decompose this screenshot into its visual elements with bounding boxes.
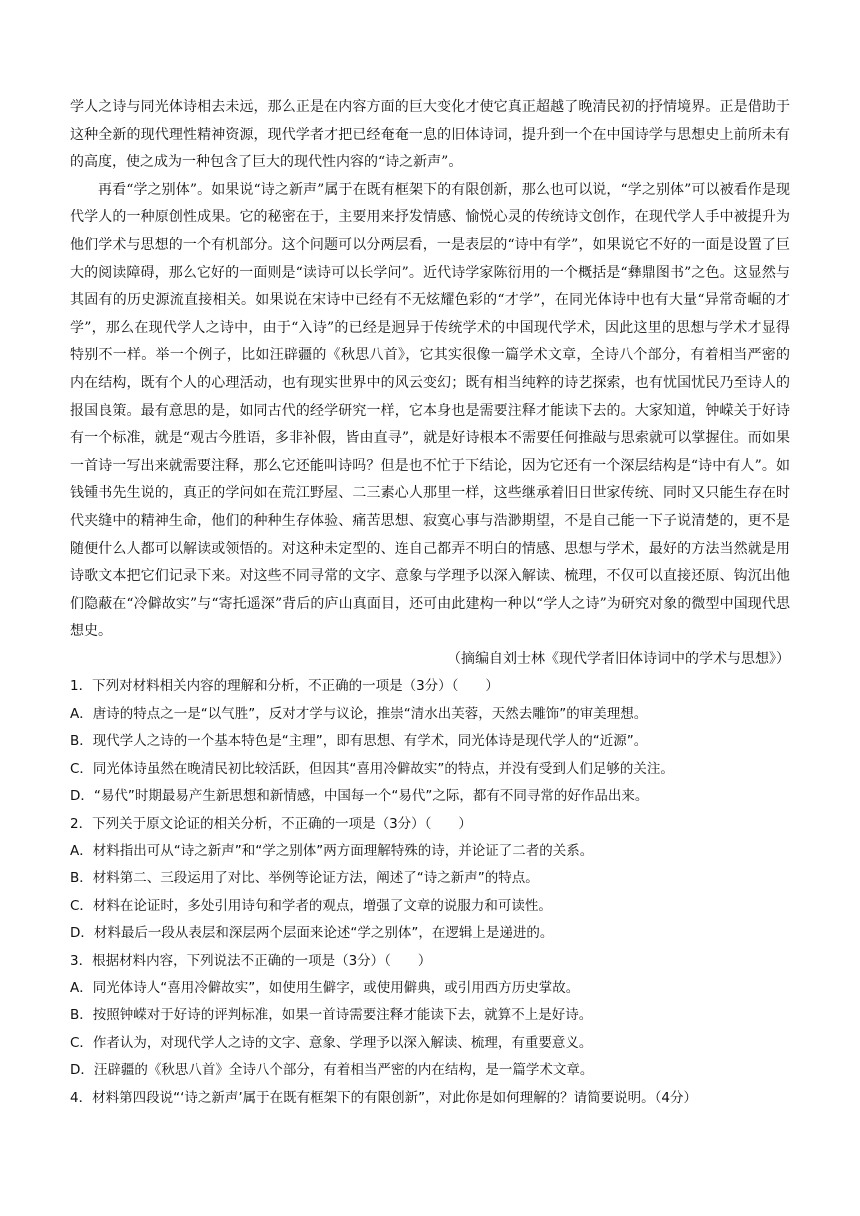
option-d: D．汪辟疆的《秋思八首》全诗八个部分，有着相当严密的内在结构，是一篇学术文章。 <box>70 1062 594 1079</box>
option-b: B．现代学人之诗的一个基本特色是“主理”，即有思想、有学术，同光体诗是现代学人的“近源”。 <box>70 733 648 750</box>
passage-paragraph-1: 学人之诗与同光体诗相去未远，那么正是在内容方面的巨大变化才使它真正超越了晚清民初的抒情境界。正是借助于这种全新的现代理性精神资源，现代学者才把已经奄奄一息的旧体诗词，提升到一个在中国诗学与思想史上前所未有的高度，使之成为一种包含了巨大的现代性内容的“诗之新声”。 <box>70 99 790 171</box>
question-1 <box>70 673 790 810</box>
passage-paragraph-2: 再看“学之别体”。如果说“诗之新声”属于在既有框架下的有限创新，那么也可以说，“学之别体”可以被看作是现代学人的一种原创性成果。它的秘密在于，主要用来抒发情感、愉悦心灵的传统诗文创作，在现代学人手中被提升为他们学术与思想的一个有机部分。这个问题可以分两层看，一是表层的“诗中有学”，如果说它不好的一面是设置了巨大的阅读障碍，那么它好的一面则是“读诗可以长学问”。近代诗学家陈衍用的一个概括是“彝鼎图书”之色。这显然与其固有的历史源流直接相关。如果说在宋诗中已经有不无炫耀色彩的“才学”，在同光体诗中也有大量“异常奇崛的才学”，那么在现代学人之诗中，由于“入诗”的已经是迥异于传统学术的中国现代学术，因此这里的思想与学术才显得特别不一样。举一个例子，比如汪辟疆的《秋思八首》，它其实很像一篇学术文章，全诗八个部分，有着相当严密的内在结构，既有个人的心理活动，也有现实世界中的风云变幻；既有相当纯粹的诗艺探索，也有忧国忧民乃至诗人的报国良策。最有意思的是，如同古代的经学研究一样，它本身也是需要注释才能读下去的。大家知道，钟嵘关于好诗有一个标准，就是“观古今胜语，多非补假，皆由直寻”，就是好诗根本不需要任何推敲与思索就可以掌握住。而如果一首诗一写出来就需要注释，那么它还能叫诗吗？但是也不忙于下结论，因为它还有一个深层结构是“诗中有人”。如钱锺书先生说的，真正的学问如在荒江野屋、二三素心人那里一样，这些继承着旧日世家传统、同时又只能生存在时代夹缝中的精神生命，他们的种种生存体验、痛苦思想、寂寞心事与浩渺期望，不是自己能一下子说清楚的，更不是随便什么人都可以解读或领悟的。对这种未定型的、连自己都弄不明白的情感、思想与学术，最好的方法当然就是用诗歌文本把它们记录下来。对这些不同寻常的文字、意象与学理予以深入解读、梳理，不仅可以直接还原、钩沉出他们隐蔽在“冷僻故实”与“寄托遥深”背后的庐山真面目，还可由此建构一种以“学人之诗”为研究对象的微型中国现代思想史。 <box>70 181 790 640</box>
option-b: B．材料第二、三段运用了对比、举例等论证方法，阐述了“诗之新声”的特点。 <box>70 870 539 887</box>
option-c: C．作者认为，对现代学人之诗的文字、意象、学理予以深入解读、梳理，有重要意义。 <box>70 1034 593 1051</box>
option-d: D．材料最后一段从表层和深层两个层面来论述“学之别体”，在逻辑上是递进的。 <box>70 925 554 942</box>
question-4 <box>70 1085 790 1112</box>
question-stem: 4．材料第四段说“‘诗之新声’属于在既有框架下的有限创新”，对此你是如何理解的？请简要说明。（4分） <box>70 1089 697 1106</box>
questions-section <box>70 673 790 1112</box>
question-2 <box>70 811 790 948</box>
option-a: A．唐诗的特点之一是“以气胜”，反对才学与议论，推崇“清水出芙蓉，天然去雕饰”的审美理想。 <box>70 705 648 722</box>
question-stem: 3．根据材料内容，下列说法不正确的一项是（3分）（ ） <box>70 952 432 969</box>
reading-passage <box>70 94 790 673</box>
passage-source: （摘编自刘士林《现代学者旧体诗词中的学术与思想》） <box>447 650 790 667</box>
option-c: C．材料在论证时，多处引用诗句和学者的观点，增强了文章的说服力和可读性。 <box>70 897 552 914</box>
question-stem: 2．下列关于原文论证的相关分析，不正确的一项是（3分）（ ） <box>70 815 472 832</box>
option-a: A．材料指出可从“诗之新声”和“学之别体”两方面理解特殊的诗，并论证了二者的关系。 <box>70 842 594 859</box>
option-a: A．同光体诗人“喜用冷僻故实”，如使用生僻字，或使用僻典，或引用西方历史掌故。 <box>70 979 580 996</box>
option-c: C．同光体诗虽然在晚清民初比较活跃，但因其“喜用冷僻故实”的特点，并没有受到人们足够的关注。 <box>70 760 674 777</box>
question-stem: 1．下列对材料相关内容的理解和分析，不正确的一项是（3分）（ ） <box>70 678 499 695</box>
option-d: D．“易代”时期最易产生新思想和新情感，中国每一个“易代”之际，都有不同寻常的好作品出来。 <box>70 788 649 805</box>
question-3 <box>70 948 790 1085</box>
option-b: B．按照钟嵘对于好诗的评判标准，如果一首诗需要注释才能读下去，就算不上是好诗。 <box>70 1007 593 1024</box>
